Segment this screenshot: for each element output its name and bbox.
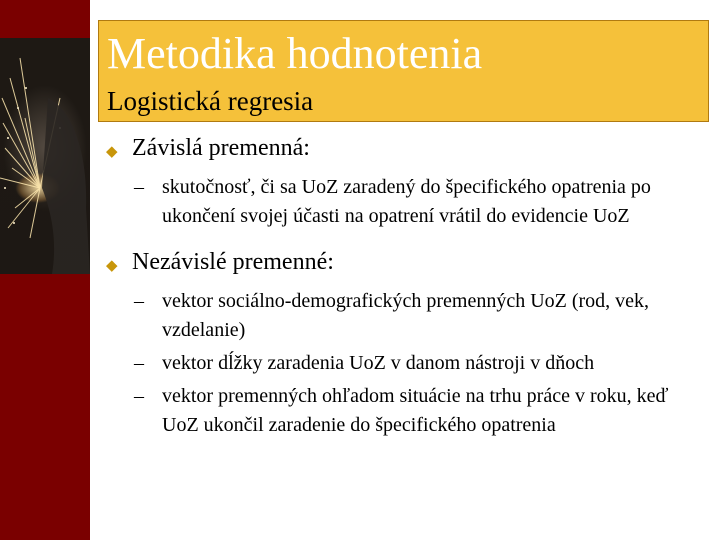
- diamond-bullet-icon: ◆: [106, 144, 118, 160]
- slide-title: Metodika hodnotenia: [107, 29, 483, 78]
- sub-list-independent: [134, 287, 706, 440]
- bullet-dependent-variable: [106, 133, 706, 163]
- dash-bullet-icon: –: [134, 176, 144, 198]
- sub-item-text: vektor premenných ohľadom situácie na trhu práce v roku, keď UoZ ukončil zaradenie do špecifického opatrenia: [162, 385, 669, 436]
- sub-item: [134, 382, 706, 440]
- sub-item: [134, 173, 706, 231]
- sub-item-text: skutočnosť, či sa UoZ zaradený do špecifického opatrenia po ukončení svojej účasti na opatrení vrátil do evidencie UoZ: [162, 176, 651, 227]
- sparks-graphic: [0, 38, 90, 274]
- welding-sparks-photo: [0, 38, 90, 274]
- bullet-independent-variables: [106, 247, 706, 277]
- sub-item: [134, 287, 706, 345]
- sub-item-text: vektor dĺžky zaradenia UoZ v danom nástroji v dňoch: [162, 352, 595, 374]
- bullet-text: Závislá premenná:: [132, 135, 310, 161]
- dash-bullet-icon: –: [134, 352, 144, 374]
- slide-content: [106, 133, 706, 444]
- sub-item-text: vektor sociálno-demografických premenných UoZ (rod, vek, vzdelanie): [162, 290, 650, 341]
- sub-list-dependent: [134, 173, 706, 231]
- dash-bullet-icon: –: [134, 385, 144, 407]
- slide-subtitle: Logistická regresia: [107, 86, 314, 116]
- diamond-bullet-icon: ◆: [106, 258, 118, 274]
- dash-bullet-icon: –: [134, 290, 144, 312]
- bullet-text: Nezávislé premenné:: [132, 249, 334, 275]
- title-box: [98, 20, 709, 122]
- sub-item: [134, 349, 706, 378]
